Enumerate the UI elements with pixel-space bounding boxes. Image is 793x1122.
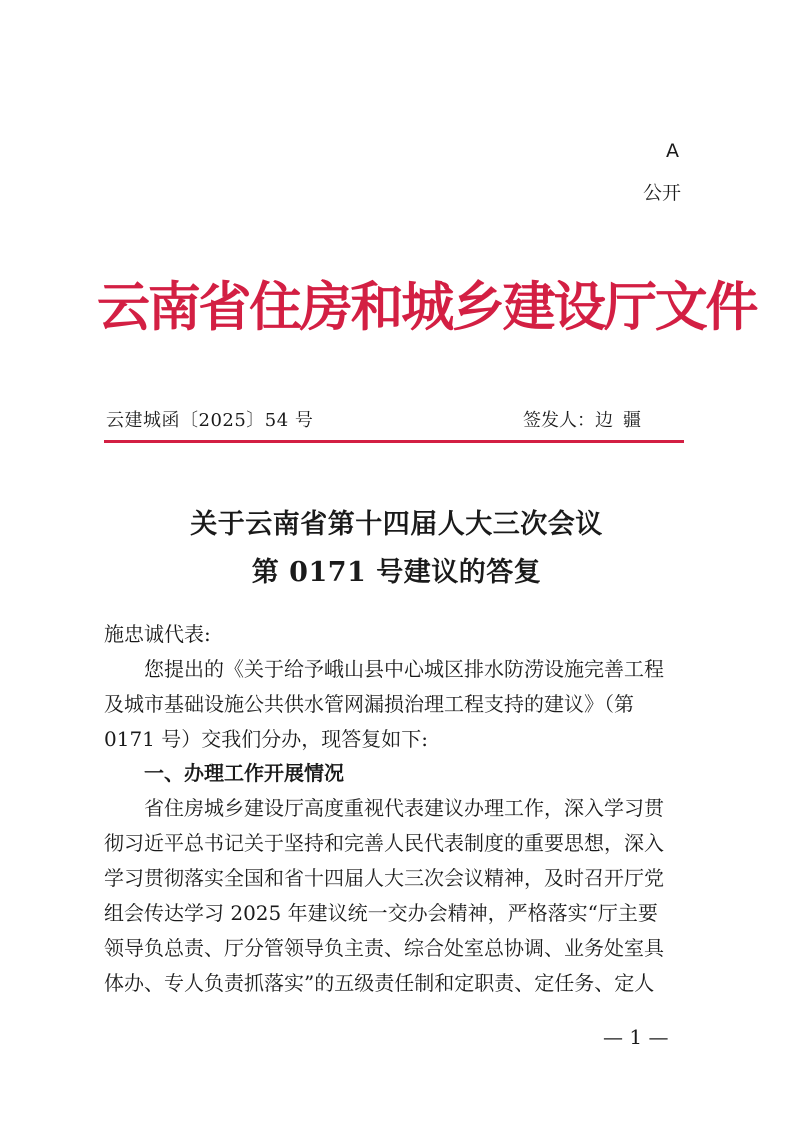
document-number: 云建城函〔2025〕54 号 [106, 410, 314, 431]
paragraph-1-line: 您提出的《关于给予峨山县中心城区排水防涝设施完善工程 [144, 657, 664, 681]
issuer-name-2: 疆 [623, 410, 641, 431]
paragraph-2-line: 彻习近平总书记关于坚持和完善人民代表制度的重要思想，深入 [104, 831, 664, 855]
paragraph-2 [104, 791, 689, 1001]
disclosure-mark: 公开 [643, 182, 682, 204]
salutation: 施忠诚代表: [104, 622, 211, 646]
classification-mark: A [666, 140, 679, 162]
red-divider [104, 440, 684, 443]
document-header: 云南省住房和城乡建设厅文件 [97, 276, 757, 338]
document-title-line-2: 第 0171 号建议的答复 [251, 557, 542, 588]
document-title-line-1: 关于云南省第十四届人大三次会议 [190, 509, 603, 540]
paragraph-2-line: 组会传达学习 2025 年建议统一交办会精神，严格落实“厅主要 [104, 901, 658, 925]
paragraph-1 [104, 652, 689, 757]
section-heading: 一、办理工作开展情况 [144, 761, 344, 785]
issuer-name-1: 边 [595, 410, 613, 431]
paragraph-1-line: 0171 号）交我们分办，现答复如下: [104, 727, 428, 751]
paragraph-1-line: 及城市基础设施公共供水管网漏损治理工程支持的建议》（第 [104, 692, 634, 716]
issuer [523, 406, 641, 432]
paragraph-2-line: 学习贯彻落实全国和省十四届人大三次会议精神，及时召开厅党 [104, 866, 664, 890]
issuer-label: 签发人： [523, 410, 595, 431]
paragraph-2-line: 领导负总责、厅分管领导负主责、综合处室总协调、业务处室具 [104, 936, 664, 960]
page-number: — 1 — [603, 1025, 669, 1049]
paragraph-2-line: 省住房城乡建设厅高度重视代表建议办理工作，深入学习贯 [144, 796, 664, 820]
paragraph-2-line: 体办、专人负责抓落实”的五级责任制和定职责、定任务、定人 [104, 971, 655, 995]
